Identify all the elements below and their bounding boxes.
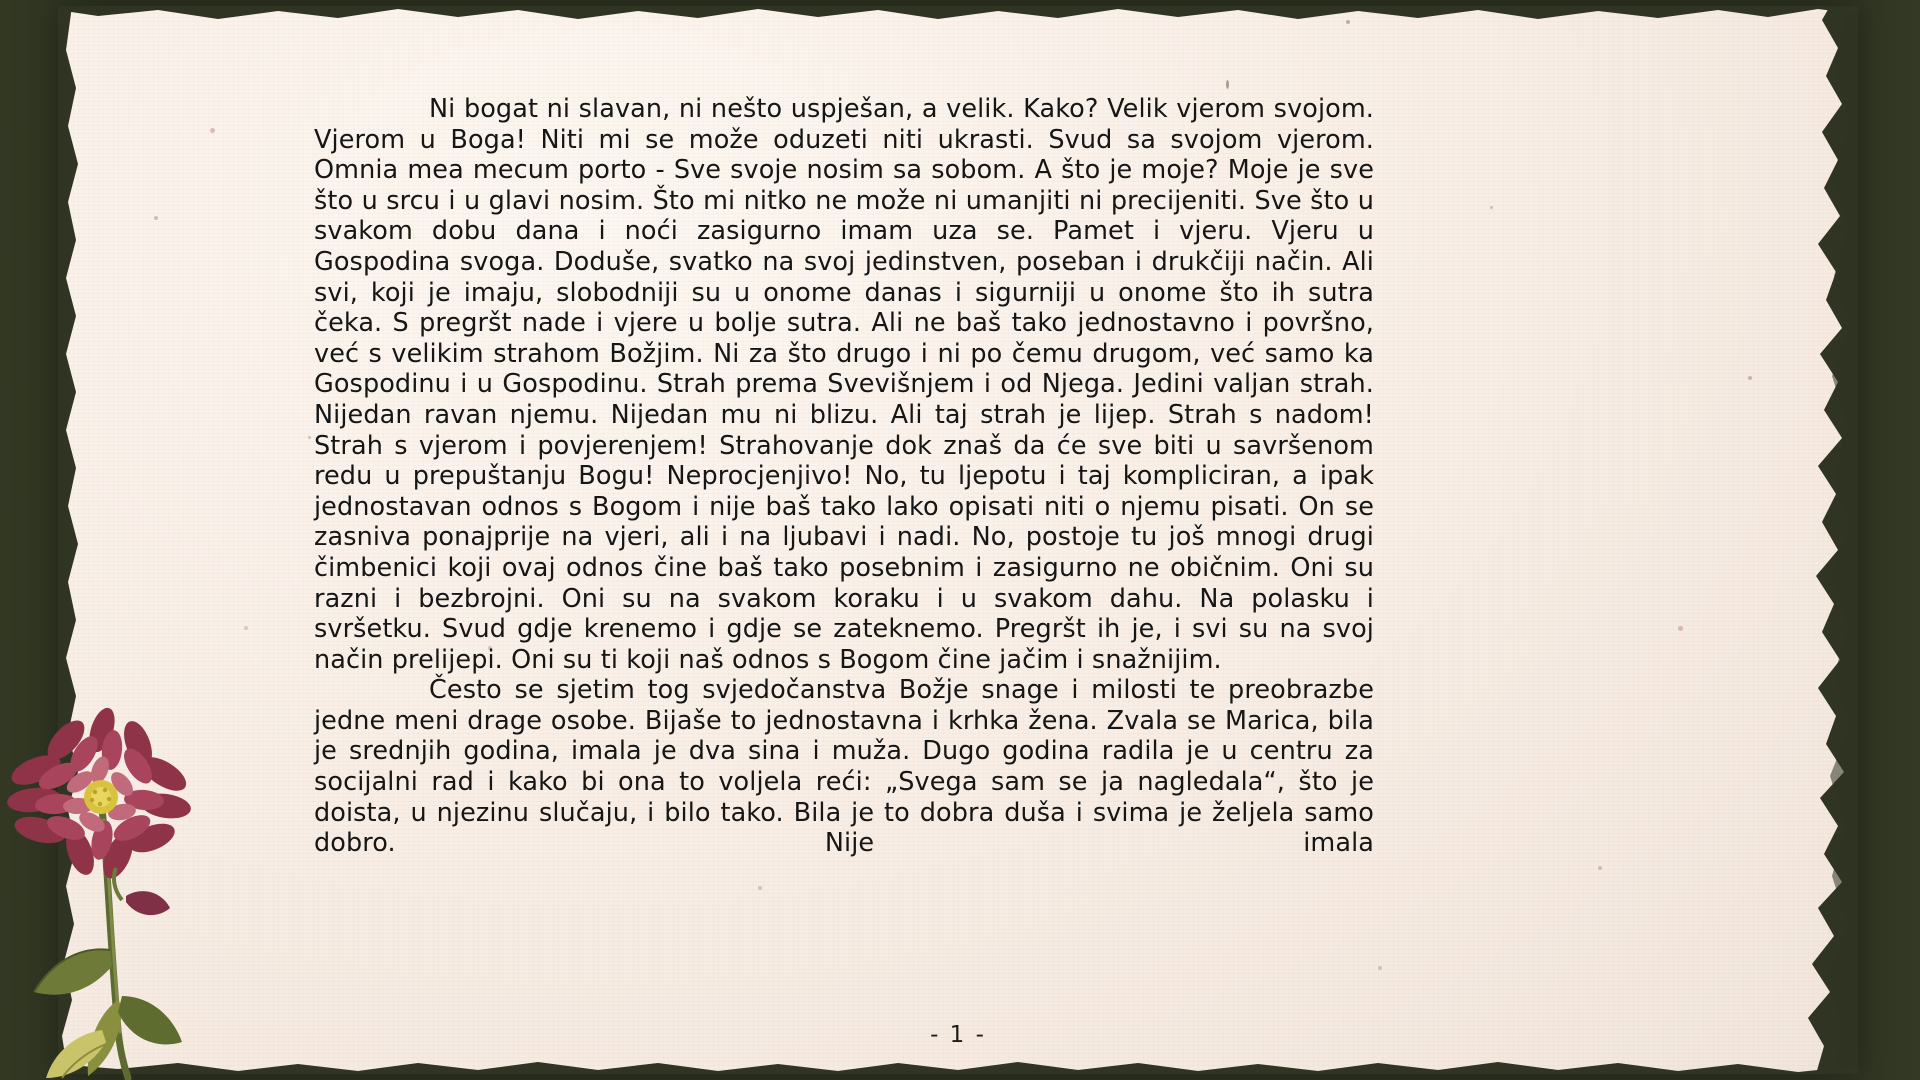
document-body-text: [314, 94, 1374, 889]
torn-edge-left: [58, 6, 94, 1074]
paper-speck: [1678, 626, 1683, 631]
paper-speck: [1226, 80, 1229, 89]
torn-edge-top: [58, 6, 1858, 32]
paper-speck: [1748, 376, 1752, 380]
page-number: - 1 -: [930, 1022, 986, 1048]
paper-sheet: [58, 6, 1858, 1074]
paper-speck: [1378, 966, 1382, 970]
torn-edge-bottom: [58, 1052, 1858, 1074]
paper-speck: [154, 216, 158, 220]
paper-speck: [210, 128, 215, 133]
paper-speck: [1346, 20, 1350, 24]
paper-speck: [1490, 206, 1493, 209]
paragraph: Ni bogat ni slavan, ni nešto uspješan, a velik. Kako? Velik vjerom svojom. Vjerom u Boga! Niti mi se može oduzeti niti ukrasti. Svud sa svojom vjerom. Omnia mea mecum porto - Sve svoje nosim sa sobom. A što je moje? Moje je sve što u srcu i u glavi nosim. Što mi nitko ne može ni umanjiti ni precijeniti. Sve što u svakom dobu dana i noći zasigurno imam uza se. Pamet i vjeru. Vjeru u Gospodina svoga. Doduše, svatko na svoj jedinstven, poseban i drukčiji način. Ali svi, koji je imaju, slobodniji su u onome danas i sigurniji u onome što ih sutra čeka. S pregršt nade i vjere u bolje sutra. Ali ne baš tako jednostavno i površno, već s velikim strahom Božjim. Ni za što drugo i ni po čemu drugom, već samo ka Gospodinu i u Gospodinu. Strah prema Svevišnjem i od Njega. Jedini valjan strah. Nijedan ravan njemu. Nijedan mu ni blizu. Ali taj strah je lijep. Strah s nadom! Strah s vjerom i povjerenjem! Strahovanje dok znaš da će sve biti u savršenom redu u prepuštanju Bogu! Neprocjenjivo! No, tu ljepotu i taj kompliciran, a ipak jednostavan odnos s Bogom i nije baš tako lako opisati niti o njemu pisati. On se zasniva ponajprije na vjeri, ali i na ljubavi i nadi. No, postoje tu još mnogi drugi čimbenici koji ovaj odnos čine baš tako posebnim i zasigurno ne običnim. Oni su razni i bezbrojni. Oni su na svakom koraku i u svakom dahu. Na polasku i svršetku. Svud gdje krenemo i gdje se zateknemo. Pregršt ih je, i svi su na svoj način prelijepi. Oni su ti koji naš odnos s Bogom čine jačim i snažnijim.: [314, 94, 1374, 675]
paragraph: Često se sjetim tog svjedočanstva Božje snage i milosti te preobrazbe jedne meni drage osobe. Bijaše to jednostavna i krhka žena. Zvala se Marica, bila je srednjih godina, imala je dva sina i muža. Dugo godina radila je u centru za socijalni rad i kako bi ona to voljela reći: „Svega sam se ja nagledala“, što je doista, u njezinu slučaju, i bilo tako. Bila je to dobra duša i svima je željela samo dobro. Nije imala: [314, 675, 1374, 859]
paper-speck: [244, 626, 248, 630]
paper-speck: [1598, 866, 1602, 870]
paper-speck: [308, 436, 311, 439]
torn-edge-right: [1738, 6, 1858, 1074]
